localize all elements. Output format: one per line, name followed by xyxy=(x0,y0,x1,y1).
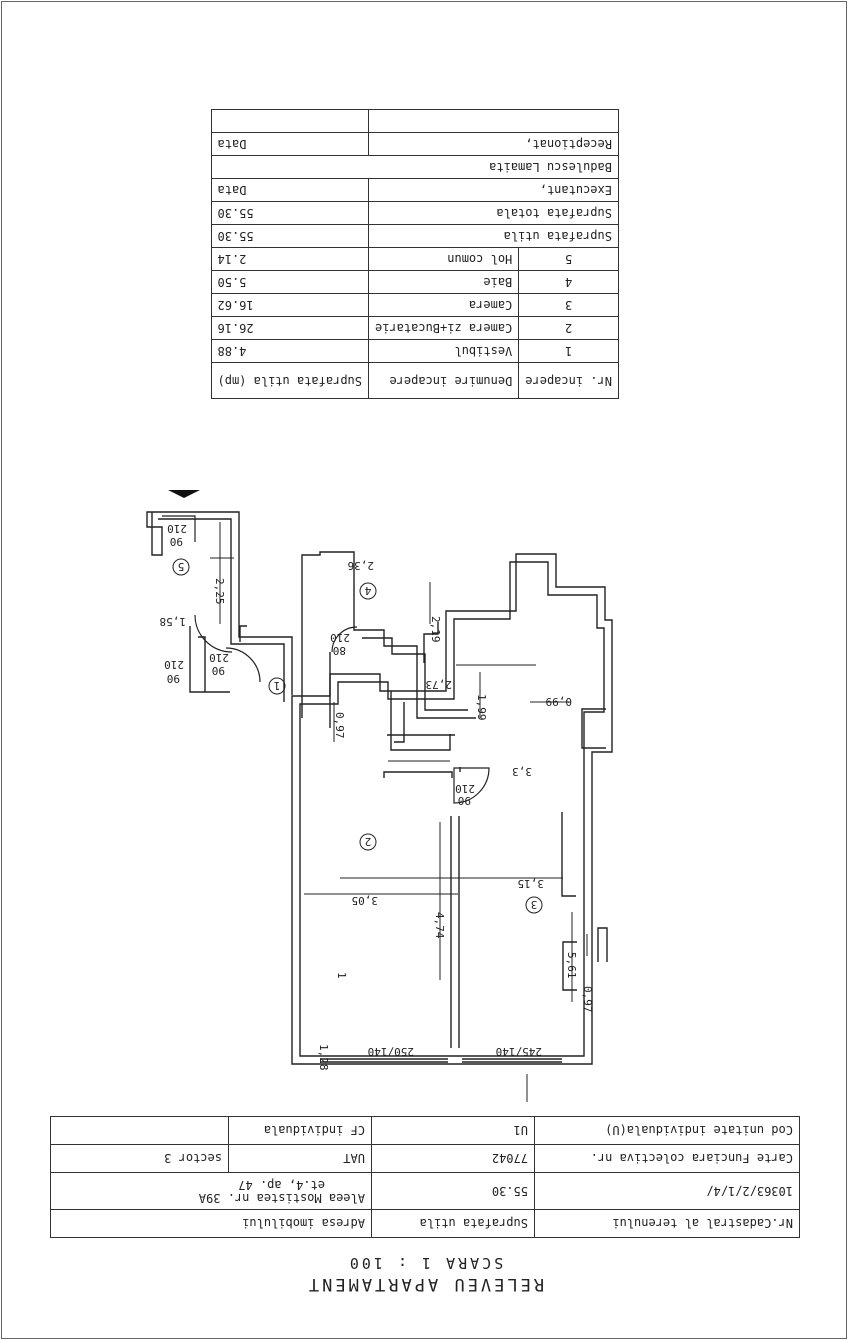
dim-label: 5,61 xyxy=(565,952,578,979)
dim-label: 3,15 xyxy=(517,877,544,890)
room-area: 16.62 xyxy=(211,294,369,317)
executant-label: Executant, xyxy=(369,179,619,202)
room-nr: 3 xyxy=(519,294,619,317)
dim-label: 2,19 xyxy=(429,616,442,643)
door-swing xyxy=(226,648,260,682)
address-line: Aleea Mostistea nr. 39A xyxy=(198,1191,365,1205)
room-markers xyxy=(173,559,542,913)
dim-label: 1,58 xyxy=(159,615,186,628)
dim-label: 4,74 xyxy=(433,912,446,939)
info-cell: Suprafata utila xyxy=(372,1210,535,1238)
executant-name: Badulescu Lamaita xyxy=(211,156,618,179)
room-number: 1 xyxy=(273,679,281,692)
room-name: Camera xyxy=(369,294,519,317)
dim-label: 2,36 xyxy=(347,559,374,572)
room-area: 4.88 xyxy=(211,340,369,363)
window-label: 250/140 xyxy=(367,1045,414,1058)
dim-label: 0,97 xyxy=(333,712,346,739)
door-height: 210 xyxy=(167,522,187,535)
receptionat-date: Data xyxy=(211,133,369,156)
total-util-value: 55.30 xyxy=(211,225,369,248)
door-width: 90 xyxy=(457,794,471,807)
info-cell: Adresa imobilului xyxy=(51,1210,372,1238)
info-cell: sector 3 xyxy=(51,1145,229,1173)
info-cell: 55.30 xyxy=(372,1173,535,1210)
dim-label: 2,73 xyxy=(425,678,452,691)
drawing-scale: SCARA 1 : 100 xyxy=(346,1254,504,1272)
door-width: 90 xyxy=(166,672,180,685)
room-nr: 1 xyxy=(519,340,619,363)
total-value: 55.30 xyxy=(211,202,369,225)
info-cell: U1 xyxy=(372,1117,535,1145)
rooms-header: Nr. incapere xyxy=(519,363,619,399)
door-height: 210 xyxy=(455,782,475,795)
info-cell: 10363/2/1/4/ xyxy=(535,1173,800,1210)
info-cell: Carte Funciara colectiva nr. xyxy=(535,1145,800,1173)
dim-label: 1,28 xyxy=(317,1044,330,1071)
door-width: 90 xyxy=(211,664,225,677)
room-number: 2 xyxy=(364,835,372,848)
dim-label: 0,97 xyxy=(581,986,594,1013)
dimension-lines xyxy=(210,522,587,1102)
entrance-marker-icon xyxy=(168,490,200,498)
window-label: 245/140 xyxy=(495,1045,542,1058)
dim-label: 1,99 xyxy=(475,694,488,721)
room-name: Baie xyxy=(369,271,519,294)
address-line: et.4, ap. 47 xyxy=(238,1178,325,1192)
receptionat-label: Receptionat, xyxy=(369,133,619,156)
info-cell: Nr.Cadastral al terenului xyxy=(535,1210,800,1238)
dim-label: 2,25 xyxy=(213,578,226,605)
room-area: 2.14 xyxy=(211,248,369,271)
rooms-header: Suprafata utila (mp) xyxy=(211,363,369,399)
door-swing xyxy=(195,615,232,652)
room-nr: 4 xyxy=(519,271,619,294)
room-nr: 5 xyxy=(519,248,619,271)
door-height: 210 xyxy=(164,658,184,671)
room-name: Vestibul xyxy=(369,340,519,363)
dim-label: 3,05 xyxy=(351,894,378,907)
room-nr: 2 xyxy=(519,317,619,340)
drawing-title: RELEVEU APARTAMENT xyxy=(305,1274,545,1294)
info-cell: UAT xyxy=(229,1145,372,1173)
room-number: 4 xyxy=(364,584,372,597)
door-width: 80 xyxy=(332,644,346,657)
dimension-labels xyxy=(160,559,595,1071)
door-height: 210 xyxy=(330,631,350,644)
rooms-header: Denumire incapere xyxy=(369,363,519,399)
room-name: Hol comun xyxy=(369,248,519,271)
dim-label: 0,99 xyxy=(545,695,572,708)
info-cell: CF individuala xyxy=(229,1117,372,1145)
room-number: 3 xyxy=(530,898,538,911)
room-number: 5 xyxy=(177,560,185,573)
door-labels xyxy=(164,522,475,807)
door-height: 210 xyxy=(209,651,229,664)
room-area: 5.50 xyxy=(211,271,369,294)
info-cell: Cod unitate individuala(U) xyxy=(535,1117,800,1145)
door-width: 90 xyxy=(169,535,183,548)
total-label: Suprafata totala xyxy=(369,202,619,225)
dim-label: 3,3 xyxy=(512,765,532,778)
executant-date: Data xyxy=(211,179,369,202)
room-area: 26.16 xyxy=(211,317,369,340)
dim-label: 1 xyxy=(335,972,348,979)
room-name: Camera zi+Bucatarie xyxy=(369,317,519,340)
total-util-label: Suprafata utila xyxy=(369,225,619,248)
info-cell: 77042 xyxy=(372,1145,535,1173)
